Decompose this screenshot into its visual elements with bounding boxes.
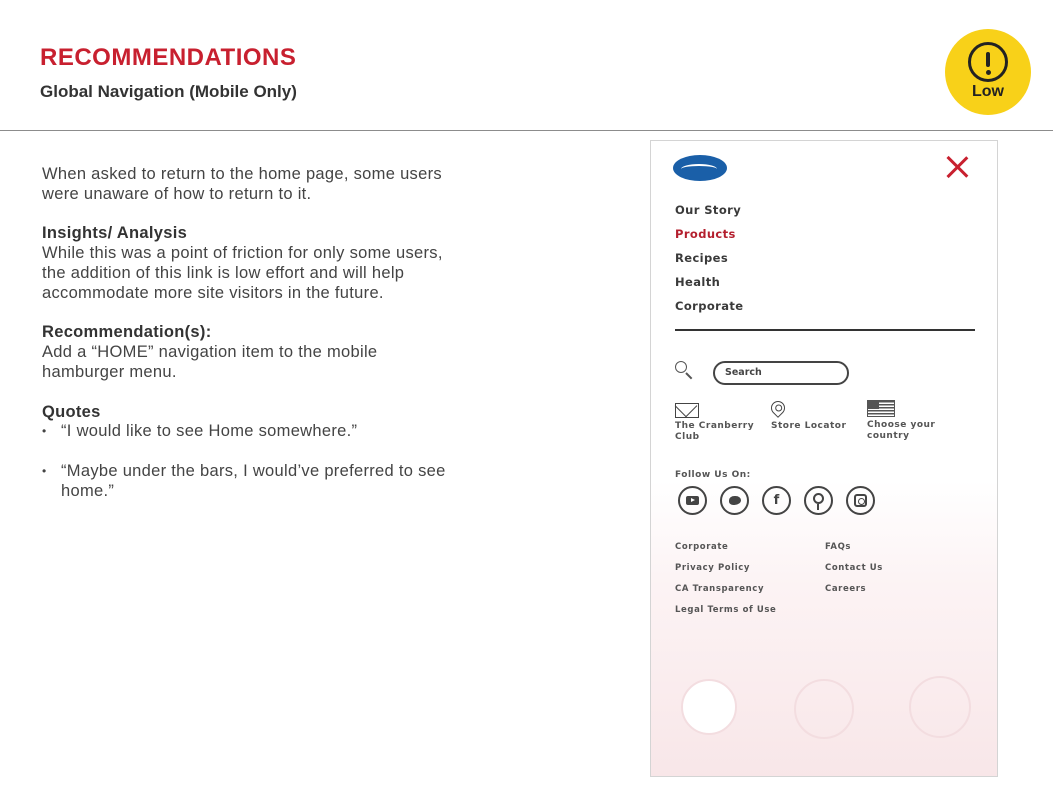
- footer-link-careers[interactable]: Careers: [825, 584, 867, 594]
- quote-line: “Maybe under the bars, I would’ve preferred to see: [61, 461, 446, 480]
- location-pin-icon[interactable]: [768, 398, 788, 418]
- faded-circle-icon: [794, 679, 854, 739]
- page-title: RECOMMENDATIONS: [40, 44, 297, 71]
- instagram-icon[interactable]: [846, 486, 875, 515]
- pinterest-icon[interactable]: [804, 486, 833, 515]
- page-subtitle: Global Navigation (Mobile Only): [40, 82, 297, 101]
- quote-text: “I would like to see Home somewhere.”: [61, 422, 358, 441]
- severity-badge: [945, 29, 1031, 115]
- nav-item-products[interactable]: Products: [675, 227, 736, 241]
- recommendation-line: Add a “HOME” navigation item to the mobile: [42, 343, 378, 362]
- quote-line: home.”: [61, 481, 115, 500]
- mail-icon[interactable]: [675, 403, 699, 418]
- footer-link-faqs[interactable]: FAQs: [825, 542, 852, 552]
- twitter-icon[interactable]: [720, 486, 749, 515]
- footer-link-contact-us[interactable]: Contact Us: [825, 563, 883, 573]
- search-icon[interactable]: [675, 361, 693, 379]
- nav-item-recipes[interactable]: Recipes: [675, 251, 729, 265]
- facebook-icon[interactable]: f: [762, 486, 791, 515]
- intro-line: were unaware of how to return to it.: [42, 184, 312, 203]
- quote-text: [61, 462, 446, 502]
- recommendation-heading: Recommendation(s):: [42, 323, 212, 342]
- ocean-spray-logo[interactable]: [673, 155, 727, 181]
- menu-divider: [675, 329, 975, 331]
- util-line: The Cranberry: [675, 421, 755, 431]
- footer-link-ca-transparency[interactable]: CA Transparency: [675, 584, 765, 594]
- util-line: Choose your: [867, 420, 936, 430]
- exclamation-icon: [968, 42, 1008, 82]
- intro-line: When asked to return to the home page, some users: [42, 165, 442, 183]
- insights-line: the addition of this link is low effort and will help: [42, 263, 405, 282]
- header-divider: [0, 130, 1053, 131]
- findings-text: [42, 165, 552, 502]
- choose-country-link[interactable]: [867, 420, 935, 442]
- close-x-icon[interactable]: [945, 155, 969, 179]
- cranberry-club-link[interactable]: [675, 421, 754, 443]
- footer-link-corporate[interactable]: Corporate: [675, 542, 729, 552]
- insights-heading: Insights/ Analysis: [42, 224, 188, 243]
- quote-item: [42, 462, 552, 502]
- bullet: •: [42, 424, 47, 439]
- youtube-icon[interactable]: [678, 486, 707, 515]
- footer-link-legal-terms[interactable]: Legal Terms of Use: [675, 605, 777, 615]
- nav-item-corporate[interactable]: Corporate: [675, 299, 744, 313]
- util-line: Club: [675, 432, 700, 442]
- footer-link-privacy-policy[interactable]: Privacy Policy: [675, 563, 751, 573]
- recommendation-line: hamburger menu.: [42, 362, 177, 381]
- faded-circle-icon: [909, 676, 971, 738]
- nav-item-our-story[interactable]: Our Story: [675, 203, 742, 217]
- mobile-menu-screenshot: [650, 140, 998, 777]
- util-line: country: [867, 431, 910, 441]
- quotes-heading: Quotes: [42, 402, 101, 421]
- severity-label: Low: [972, 83, 1004, 100]
- faded-circle-icon: [681, 679, 737, 735]
- us-flag-icon[interactable]: [867, 400, 895, 417]
- store-locator-link[interactable]: Store Locator: [771, 421, 847, 431]
- bullet: •: [42, 463, 47, 478]
- quote-item: [42, 422, 552, 442]
- insights-line: While this was a point of friction for only some users,: [42, 244, 443, 263]
- insights-line: accommodate more site visitors in the future.: [42, 283, 384, 302]
- follow-us-label: Follow Us On:: [675, 470, 751, 480]
- nav-item-health[interactable]: Health: [675, 275, 721, 289]
- search-input[interactable]: Search: [713, 361, 849, 385]
